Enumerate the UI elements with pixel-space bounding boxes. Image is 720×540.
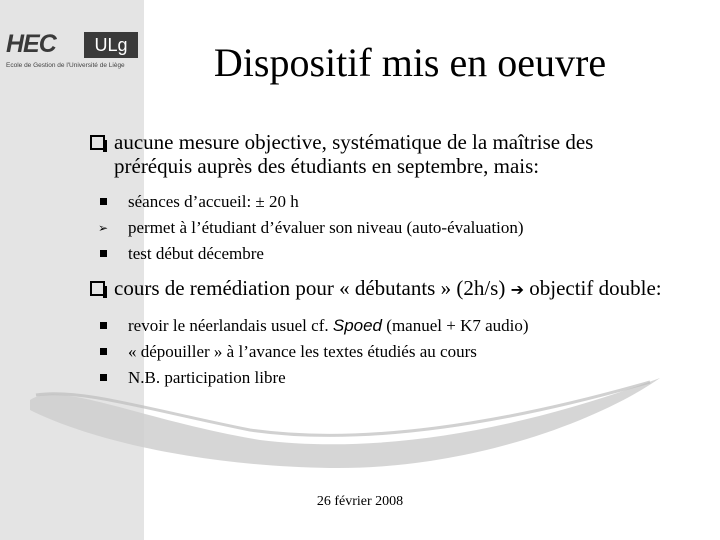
subitem <box>98 316 670 336</box>
subitem-text: « dépouiller » à l’avance les textes étudiés au cours <box>128 342 477 361</box>
subitem-text-after: (manuel + K7 audio) <box>382 316 529 335</box>
subitem <box>98 218 670 238</box>
bullet-2-text-after: objectif double: <box>529 276 662 300</box>
square-bullet-icon <box>100 250 107 257</box>
subitem <box>98 192 670 212</box>
subitem <box>98 244 670 264</box>
slide-title: Dispositif mis en oeuvre <box>213 40 607 85</box>
logo-subtitle: Ecole de Gestion de l'Université de Liège <box>6 62 125 69</box>
bullet-1-text: aucune mesure objective, systématique de la maîtrise des préréquis auprès des étudiants en septembre, mais: <box>114 130 594 178</box>
arrow-icon: ➔ <box>510 280 524 299</box>
subitem-text: test début décembre <box>128 244 264 263</box>
slide-footer-date: 26 février 2008 <box>316 494 404 509</box>
hec-ulg-logo <box>4 30 140 74</box>
arrow-bullet-icon: ➢ <box>98 221 109 235</box>
subitem-text-before: revoir le néerlandais usuel cf. <box>128 316 333 335</box>
logo-hec-text: HEC <box>6 30 56 58</box>
bullet-1 <box>90 130 670 178</box>
square-bullet-icon <box>100 374 107 381</box>
subitem-italic-text: Spoed <box>332 316 383 335</box>
subitem-text: permet à l’étudiant d’évaluer son niveau (auto-évaluation) <box>128 218 524 237</box>
logo-ulg-box: ULg <box>84 32 138 58</box>
slide-content <box>90 130 670 400</box>
square-bullet-icon <box>100 348 107 355</box>
bullet-2 <box>90 276 670 302</box>
checkbox-bullet-icon <box>90 281 105 296</box>
bullet-1-subitems <box>90 192 670 264</box>
subitem <box>98 342 670 362</box>
checkbox-bullet-icon <box>90 135 105 150</box>
subitem <box>98 368 670 388</box>
subitem-text: séances d’accueil: ± 20 h <box>128 192 299 211</box>
square-bullet-icon <box>100 322 107 329</box>
subitem-text: N.B. participation libre <box>128 368 286 387</box>
square-bullet-icon <box>100 198 107 205</box>
bullet-2-text-before: cours de remédiation pour « débutants » (2h/s) <box>114 276 506 300</box>
bullet-2-subitems <box>90 316 670 388</box>
